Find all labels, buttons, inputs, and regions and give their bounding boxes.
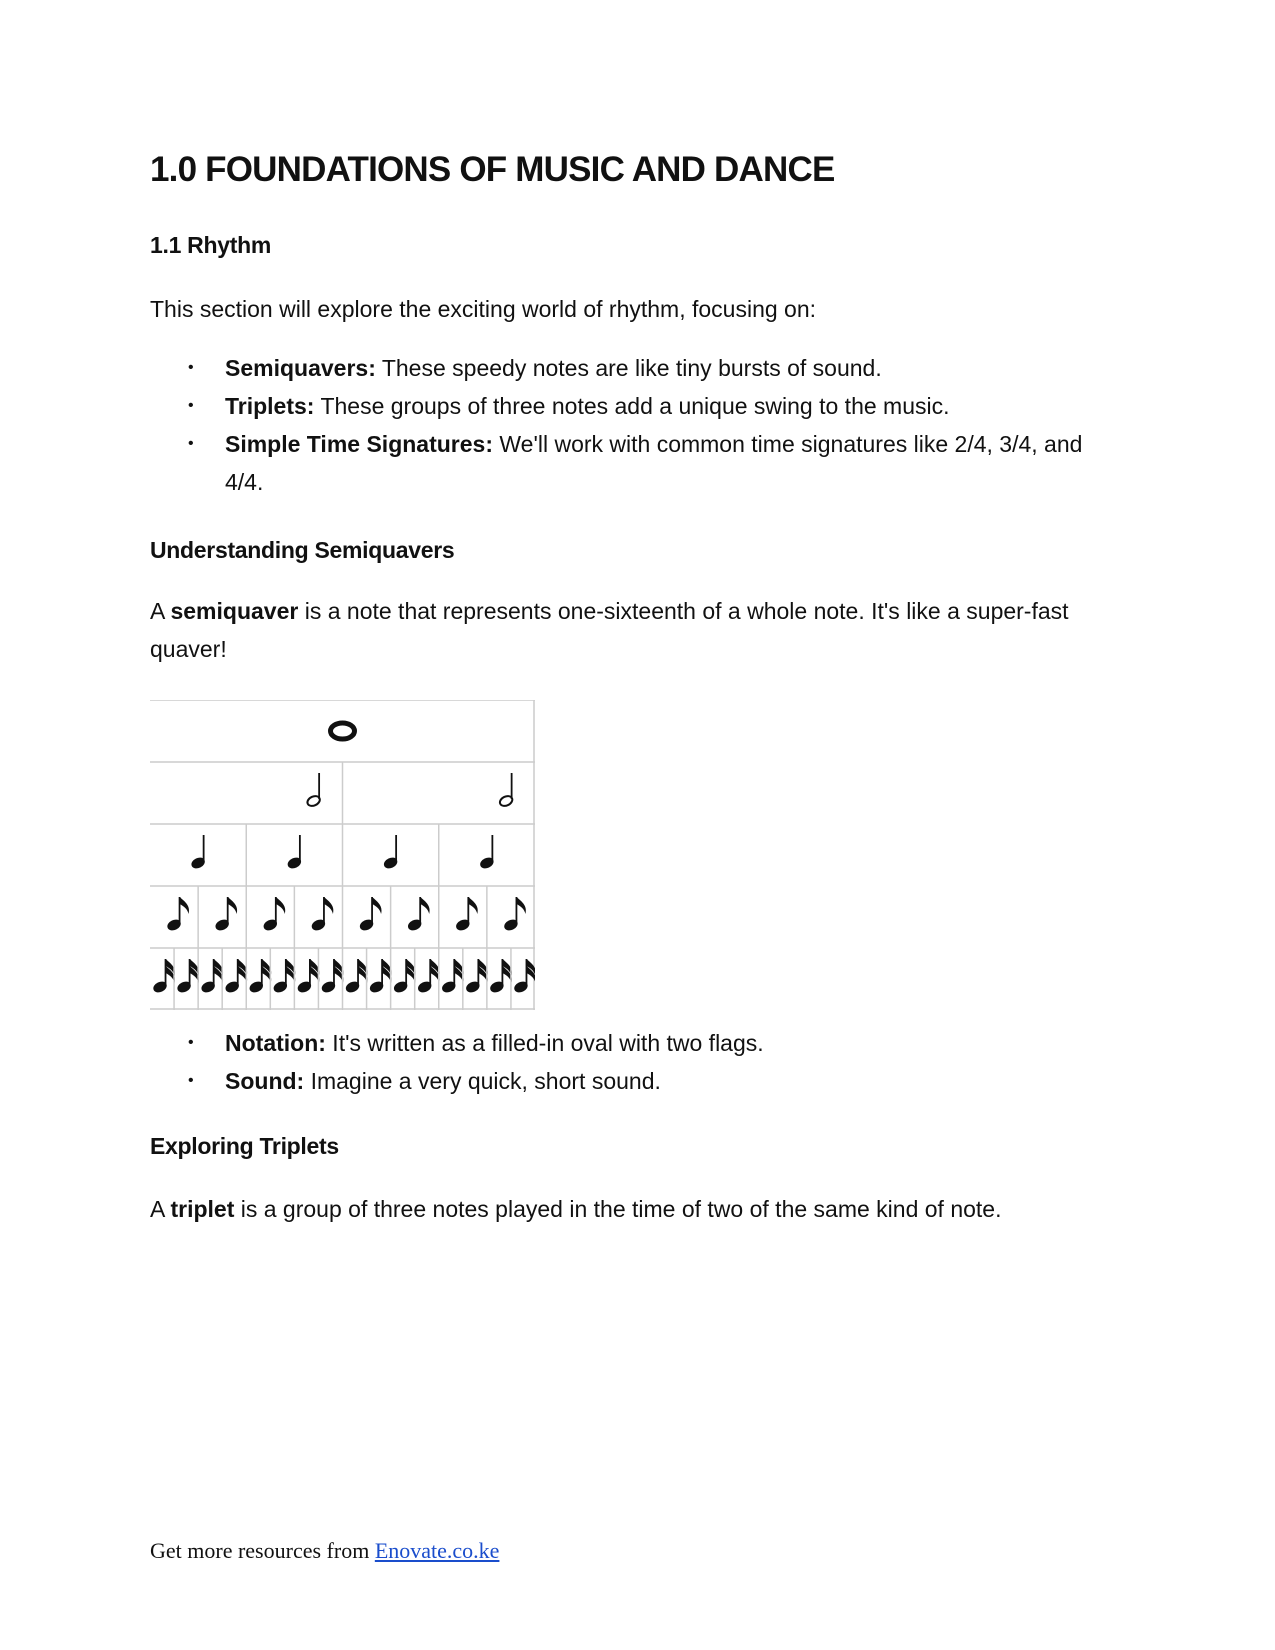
list-item bbox=[150, 425, 1110, 501]
note-value-tree-figure bbox=[150, 700, 535, 1010]
bullet-icon: • bbox=[188, 359, 194, 376]
definition-term: triplet bbox=[170, 1196, 235, 1222]
list-item-text: These speedy notes are like tiny bursts of sound. bbox=[375, 355, 882, 381]
eighth-note-flag bbox=[324, 897, 333, 914]
section-heading-rhythm: 1.1 Rhythm bbox=[150, 232, 271, 258]
eighth-note-flag bbox=[228, 897, 237, 914]
whole-note bbox=[331, 723, 355, 739]
semiquaver-definition bbox=[150, 592, 1110, 668]
definition-term: semiquaver bbox=[170, 598, 299, 624]
eighth-note-flag bbox=[276, 897, 285, 914]
page-footer bbox=[150, 1538, 499, 1564]
list-item-term: Semiquavers: bbox=[225, 355, 376, 381]
list-item-text: It's written as a filled-in oval with two flags. bbox=[325, 1030, 764, 1056]
page-title: 1.0 FOUNDATIONS OF MUSIC AND DANCE bbox=[150, 150, 835, 189]
note-value-tree-svg bbox=[150, 700, 535, 1010]
list-item-term: Sound: bbox=[225, 1068, 305, 1094]
footer-text: Get more resources from bbox=[150, 1538, 375, 1563]
section-heading-semiquavers: Understanding Semiquavers bbox=[150, 537, 455, 563]
rhythm-intro: This section will explore the exciting world of rhythm, focusing on: bbox=[150, 296, 817, 322]
rhythm-topic-list bbox=[150, 349, 1110, 501]
semiquaver-detail-list bbox=[150, 1024, 1110, 1100]
eighth-note-flag bbox=[468, 897, 477, 914]
triplet-definition bbox=[150, 1190, 1110, 1228]
section-heading-triplets: Exploring Triplets bbox=[150, 1133, 339, 1159]
definition-prefix: A bbox=[150, 598, 171, 624]
bullet-icon: • bbox=[188, 1072, 194, 1089]
list-item bbox=[150, 349, 1110, 387]
list-item-term: Notation: bbox=[225, 1030, 326, 1056]
definition-text: is a group of three notes played in the time of two of the same kind of note. bbox=[234, 1196, 1002, 1222]
eighth-note-flag bbox=[372, 897, 381, 914]
eighth-note-flag bbox=[180, 897, 189, 914]
list-item-text: We'll work with common time signatures like 2/4, 3/4, and 4/4. bbox=[225, 431, 1083, 495]
list-item bbox=[150, 1024, 1110, 1062]
list-item-term: Triplets: bbox=[225, 393, 315, 419]
bullet-icon: • bbox=[188, 435, 194, 452]
list-item bbox=[150, 1062, 1110, 1100]
bullet-icon: • bbox=[188, 397, 194, 414]
eighth-note-flag bbox=[516, 897, 525, 914]
bullet-icon: • bbox=[188, 1034, 194, 1051]
list-item-term: Simple Time Signatures: bbox=[225, 431, 493, 457]
definition-text: is a note that represents one-sixteenth of a whole note. It's like a super-fast quaver! bbox=[150, 598, 1069, 662]
definition-prefix: A bbox=[150, 1196, 171, 1222]
list-item bbox=[150, 387, 1110, 425]
footer-link[interactable]: Enovate.co.ke bbox=[374, 1538, 500, 1563]
list-item-text: Imagine a very quick, short sound. bbox=[304, 1068, 661, 1094]
eighth-note-flag bbox=[420, 897, 429, 914]
list-item-text: These groups of three notes add a unique swing to the music. bbox=[314, 393, 950, 419]
